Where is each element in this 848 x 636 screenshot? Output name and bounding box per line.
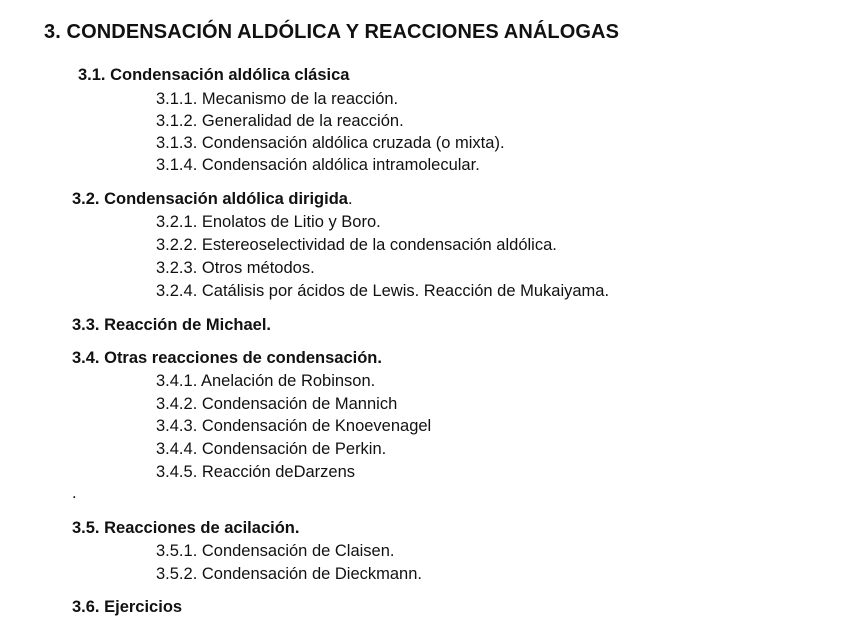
subitem-3-2-4: 3.2.4. Catálisis por ácidos de Lewis. Reacción de Mukaiyama.	[156, 282, 610, 300]
section-heading-3-5	[72, 519, 299, 538]
section-heading-text: 3.2. Condensación aldólica dirigida	[72, 190, 348, 208]
section-heading-3-3	[72, 316, 271, 335]
section-heading-text: 3.6. Ejercicios	[72, 598, 183, 616]
section-heading-3-4	[72, 349, 382, 368]
subitem-3-4-2: 3.4.2. Condensación de Mannich	[156, 395, 398, 413]
section-heading-text: 3.5. Reacciones de acilación.	[72, 519, 300, 537]
subitem-3-2-3: 3.2.3. Otros métodos.	[156, 259, 315, 277]
stray-period: .	[72, 484, 77, 502]
subitem-3-1-1: 3.1.1. Mecanismo de la reacción.	[156, 90, 399, 108]
subitem-3-1-4: 3.1.4. Condensación aldólica intramolecular.	[156, 156, 480, 174]
subitem-3-4-5: 3.4.5. Reacción deDarzens	[156, 463, 356, 481]
subitem-3-2-1: 3.2.1. Enolatos de Litio y Boro.	[156, 213, 381, 231]
subitem-3-4-3: 3.4.3. Condensación de Knoevenagel	[156, 417, 432, 435]
section-heading-text: 3.4. Otras reacciones de condensación.	[72, 349, 382, 367]
subitem-3-4-4: 3.4.4. Condensación de Perkin.	[156, 440, 387, 458]
section-heading-trail: .	[347, 190, 353, 208]
section-heading-3-6	[72, 598, 182, 617]
subitem-3-4-1: 3.4.1. Anelación de Robinson.	[156, 372, 376, 390]
subitem-3-5-2: 3.5.2. Condensación de Dieckmann.	[156, 565, 422, 583]
section-heading-3-2	[72, 190, 353, 209]
subitem-3-1-3: 3.1.3. Condensación aldólica cruzada (o mixta).	[156, 134, 505, 152]
section-heading-text: 3.3. Reacción de Michael.	[72, 316, 271, 334]
section-heading-3-1	[78, 66, 349, 85]
chapter-title: 3. CONDENSACIÓN ALDÓLICA Y REACCIONES ANÁLOGAS	[44, 21, 620, 43]
subitem-3-5-1: 3.5.1. Condensación de Claisen.	[156, 542, 395, 560]
subitem-3-2-2: 3.2.2. Estereoselectividad de la condensación aldólica.	[156, 236, 557, 254]
section-heading-text: 3.1. Condensación aldólica clásica	[78, 66, 350, 84]
subitem-3-1-2: 3.1.2. Generalidad de la reacción.	[156, 112, 404, 130]
